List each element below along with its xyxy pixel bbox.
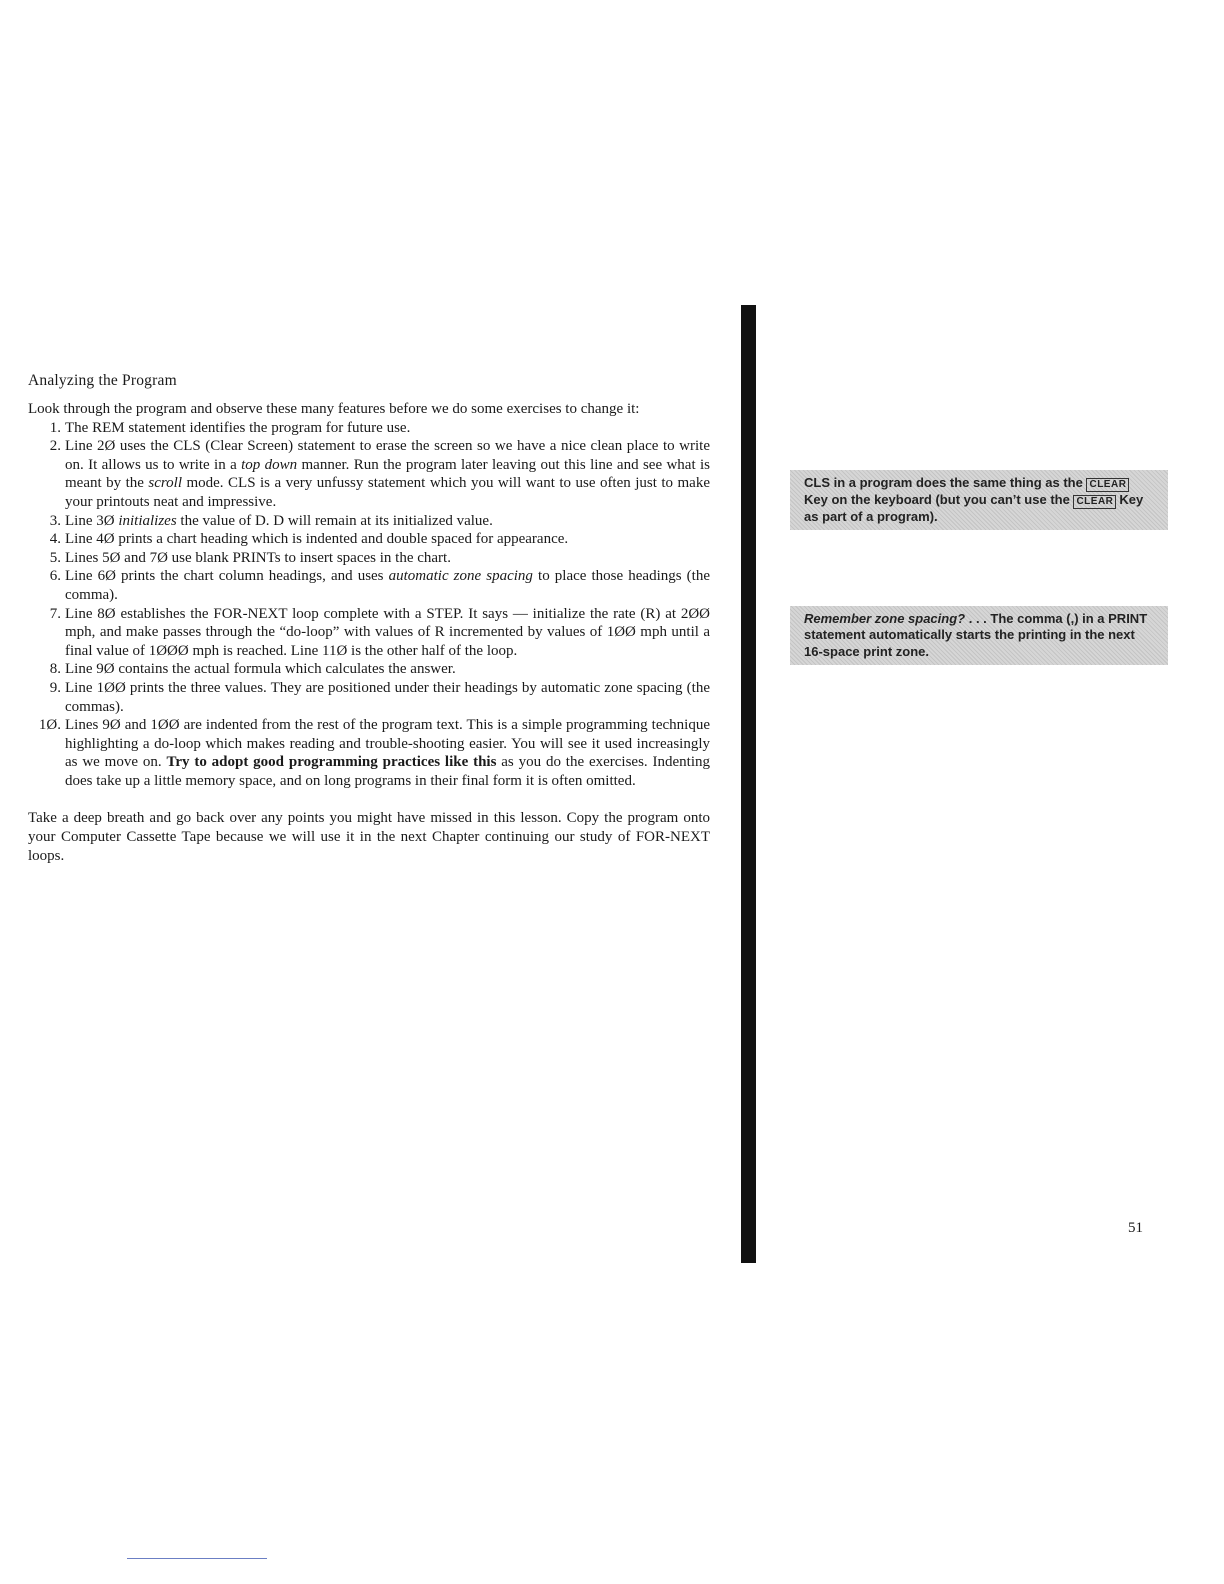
list-item-number: 7. <box>49 605 61 622</box>
main-text-column <box>28 372 710 865</box>
list-item <box>28 512 710 531</box>
list-item <box>28 567 710 604</box>
list-item-text: Line 3Ø <box>65 512 119 529</box>
list-item-text: manner. Run the program later leaving out this line and see what is meant by the <box>65 456 710 492</box>
list-item-text: Line 2Ø uses the CLS (Clear Screen) statement to erase the screen so we have a nice clean place to write on. It allows us to write in a <box>65 438 710 473</box>
list-item-text: mode. CLS is a very unfussy statement which you will want to use often just to make your printouts neat and impressive. <box>65 475 710 510</box>
list-item-number: 1Ø. <box>38 717 61 734</box>
margin-vertical-rule <box>741 305 756 1263</box>
clear-key-badge-2: CLEAR <box>1073 495 1116 509</box>
emphasis-text: automatic zone spacing <box>388 568 533 585</box>
list-item-number: 2. <box>49 438 61 455</box>
note-zone-text: . . . The comma (,) in a PRINT statement automatically starts the printing in the next 16-space print zone. <box>804 611 1148 659</box>
clear-key-badge: CLEAR <box>1086 478 1129 492</box>
list-item <box>28 437 710 511</box>
list-item-text: Lines 9Ø and 1ØØ are indented from the rest of the program text. This is a simple programming technique highlighting a do-loop which makes reading and trouble-shooting easier. You will see it used increasingly as we move on. <box>65 717 710 771</box>
list-item-text: Line 9Ø contains the actual formula which calculates the answer. <box>65 661 456 678</box>
note-cls-text-a: CLS in a program does the same thing as the <box>804 475 1083 490</box>
list-item-text: Line 1ØØ prints the three values. They are positioned under their headings by automatic zone spacing (the commas). <box>65 679 710 715</box>
list-item-text: Line 6Ø prints the chart column headings, and uses <box>65 568 389 585</box>
list-item-text: the value of D. D will remain at its initialized value. <box>176 512 493 529</box>
note-cls-text-c: Key as part of a program). <box>804 492 1144 524</box>
list-item-number: 3. <box>49 512 61 529</box>
list-item-text: Line 4Ø prints a chart heading which is indented and double spaced for appearance. <box>65 531 569 548</box>
list-item <box>28 716 710 790</box>
list-item <box>28 660 710 679</box>
margin-note-zone-spacing <box>790 606 1168 665</box>
note-cls-text-b: Key on the keyboard (but you can’t use the <box>804 492 1070 507</box>
list-item-text: The REM statement identifies the program for future use. <box>65 419 411 436</box>
list-item-number: 9. <box>49 679 61 696</box>
list-item-number: 4. <box>49 531 61 548</box>
section-heading: Analyzing the Program <box>28 372 177 389</box>
list-item-number: 1. <box>49 419 61 436</box>
list-item-text: to place those headings (the comma). <box>65 568 710 603</box>
list-item-number: 5. <box>49 549 61 566</box>
list-item-number: 6. <box>49 568 61 585</box>
list-item <box>28 679 710 716</box>
margin-note-cls <box>790 470 1168 530</box>
list-item <box>28 605 710 661</box>
list-item <box>28 419 710 438</box>
emphasis-text: initializes <box>118 512 177 529</box>
intro-paragraph: Look through the program and observe these many features before we do some exercises to change it: <box>28 401 640 417</box>
numbered-list <box>28 419 710 791</box>
footnote-rule <box>127 1558 267 1559</box>
page-number: 51 <box>1128 1220 1143 1236</box>
list-item <box>28 549 710 568</box>
note-zone-italic: Remember zone spacing? <box>804 611 966 626</box>
emphasis-text: scroll <box>148 475 183 492</box>
list-item-number: 8. <box>49 661 61 678</box>
list-item <box>28 530 710 549</box>
bold-text: Try to adopt good programming practices like this <box>166 754 497 771</box>
emphasis-text: top down <box>241 456 298 473</box>
list-item-text: Lines 5Ø and 7Ø use blank PRINTs to insert spaces in the chart. <box>65 549 451 566</box>
list-item-text: as you do the exercises. Indenting does take up a little memory space, and on long programs in their final form it is often omitted. <box>65 754 711 789</box>
closing-paragraph: Take a deep breath and go back over any points you might have missed in this lesson. Copy the program onto your Computer Cassette Tape because we will use it in the next Chapter continuing our study of FOR-NEXT loops. <box>28 810 710 864</box>
list-item-text: Line 8Ø establishes the FOR-NEXT loop complete with a STEP. It says — initialize the rate (R) at 2ØØ mph, and make passes through the “do-loop” with values of R incremented by values of 1ØØ mph until a final value of 1ØØØ mph is reached. Line 11Ø is the other half of the loop. <box>65 605 710 659</box>
